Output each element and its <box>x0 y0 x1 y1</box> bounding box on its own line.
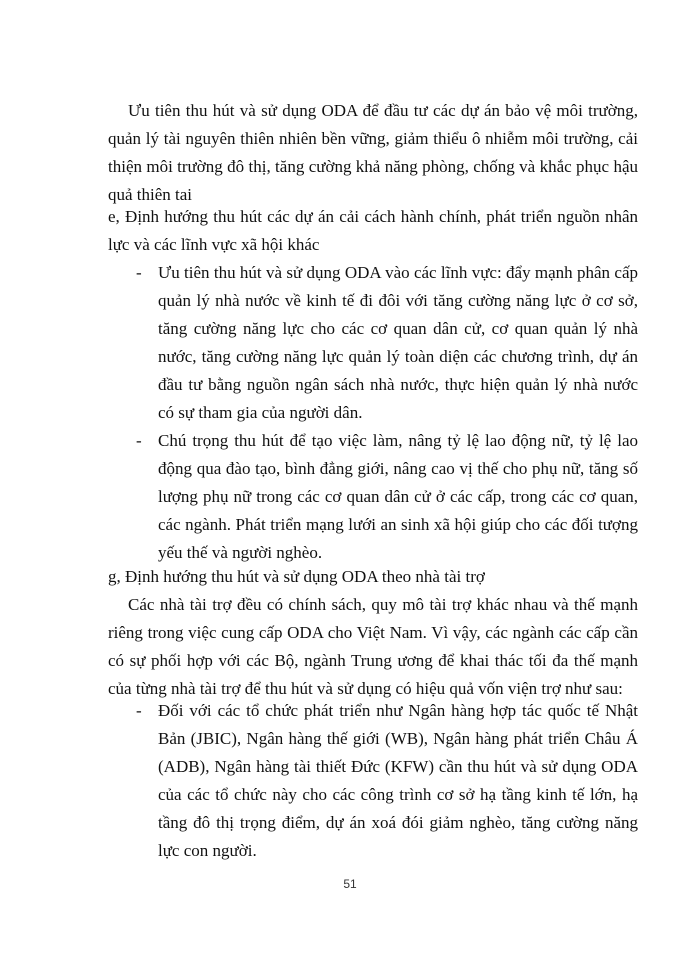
bullet-list-e <box>128 259 638 567</box>
section-heading-e: e, Định hướng thu hút các dự án cải cách hành chính, phát triển nguồn nhân lực và các lĩnh vực xã hội khác <box>108 207 638 254</box>
paragraph-environment: Ưu tiên thu hút và sử dụng ODA để đầu tư các dự án bảo vệ môi trường, quản lý tài nguyên thiên nhiên bền vững, giảm thiểu ô nhiễm môi trường, cải thiện môi trường đô thị, tăng cường khả năng phòng, chống và khắc phục hậu quả thiên tai <box>108 101 638 204</box>
list-item-text: Chú trọng thu hút để tạo việc làm, nâng tỷ lệ lao động nữ, tỷ lệ lao động qua đào tạo, bình đẳng giới, nâng cao vị thế cho phụ nữ, tăng số lượng phụ nữ trong các cơ quan dân cử ở các cấp, trong các cơ quan, các ngành. Phát triển mạng lưới an sinh xã hội giúp cho các đối tượng yếu thế và người nghèo. <box>158 431 638 562</box>
list-item <box>128 427 638 567</box>
dash-marker: - <box>136 431 142 450</box>
page-number: 51 <box>343 877 357 891</box>
paragraph-donors: Các nhà tài trợ đều có chính sách, quy mô tài trợ khác nhau và thế mạnh riêng trong việc cung cấp ODA cho Việt Nam. Vì vậy, các ngành các cấp cần có sự phối hợp với các Bộ, ngành Trung ương để khai thác tối đa thế mạnh của từng nhà tài trợ để thu hút và sử dụng có hiệu quả vốn viện trợ như sau: <box>108 595 638 698</box>
list-item-text: Ưu tiên thu hút và sử dụng ODA vào các lĩnh vực: đẩy mạnh phân cấp quản lý nhà nước về kinh tế đi đôi với tăng cường năng lực ở cơ sở, tăng cường năng lực cho các cơ quan dân cử, cơ quan quản lý nhà nước, tăng cường năng lực quản lý toàn diện các chương trình, dự án đầu tư bằng nguồn ngân sách nhà nước, thực hiện quản lý nhà nước có sự tham gia của người dân. <box>158 263 638 422</box>
list-item <box>128 259 638 427</box>
bullet-list-g <box>128 697 638 865</box>
list-item <box>128 697 638 865</box>
list-item-text: Đối với các tổ chức phát triển như Ngân hàng hợp tác quốc tế Nhật Bản (JBIC), Ngân hàng thế giới (WB), Ngân hàng phát triển Châu Á (ADB), Ngân hàng tài thiết Đức (KFW) cần thu hút và sử dụng ODA của các tổ chức này cho các công trình cơ sở hạ tầng kinh tế lớn, hạ tầng đô thị trọng điểm, dự án xoá đói giảm nghèo, tăng cường năng lực con người. <box>158 701 638 860</box>
dash-marker: - <box>136 701 142 720</box>
section-heading-g: g, Định hướng thu hút và sử dụng ODA theo nhà tài trợ <box>108 567 485 586</box>
dash-marker: - <box>136 263 142 282</box>
